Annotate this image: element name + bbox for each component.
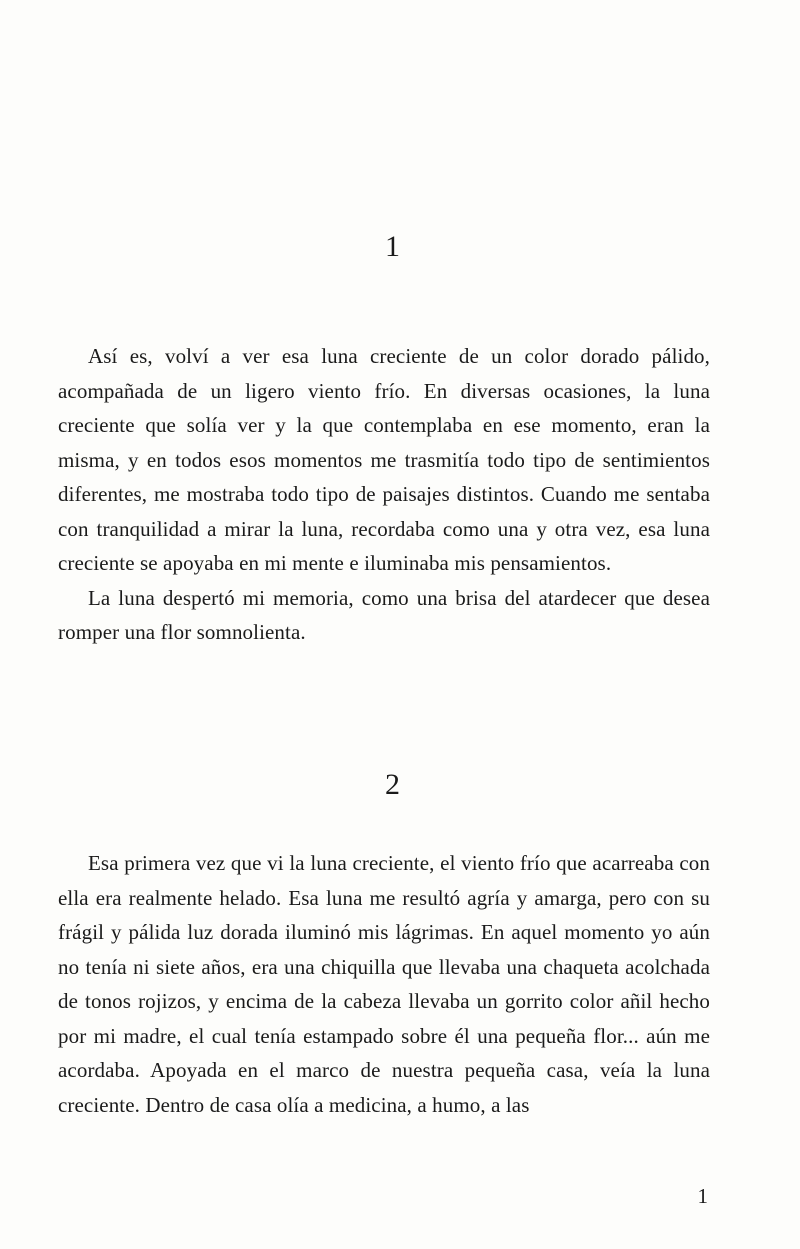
page-number: 1 — [697, 1184, 708, 1208]
paragraph: La luna despertó mi memoria, como una brisa del atardecer que desea romper una flor somnolienta. — [58, 585, 710, 644]
paragraph: Así es, volví a ver esa luna creciente de un color dorado pálido, acompañada de un ligero viento frío. En diversas ocasiones, la luna creciente que solía ver y la que contemplaba en ese momento, eran la misma, y en todos esos momentos me trasmitía todo tipo de sentimientos diferentes, me mostraba todo tipo de paisajes distintos. Cuando me sentaba con tranquilidad a mirar la luna, recordaba como una y otra vez, esa luna creciente se apoyaba en mi mente e iluminaba mis pensamientos. — [58, 344, 710, 575]
chapter-number: 2 — [385, 768, 400, 801]
chapter-number: 1 — [385, 230, 400, 263]
chapter-body — [58, 846, 710, 1122]
chapter-body — [58, 339, 710, 650]
paragraph: Esa primera vez que vi la luna creciente, el viento frío que acarreaba con ella era realmente helado. Esa luna me resultó agría y amarga, pero con su frágil y pálida luz dorada iluminó mis lágrimas. En aquel momento yo aún no tenía ni siete años, era una chiquilla que llevaba una chaqueta acolchada de tonos rojizos, y encima de la cabeza llevaba un gorrito color añil hecho por mi madre, el cual tenía estampado sobre él una pequeña flor... aún me acordaba. Apoyada en el marco de nuestra pequeña casa, veía la luna creciente. Dentro de casa olía a medicina, a humo, a las — [58, 851, 710, 1117]
